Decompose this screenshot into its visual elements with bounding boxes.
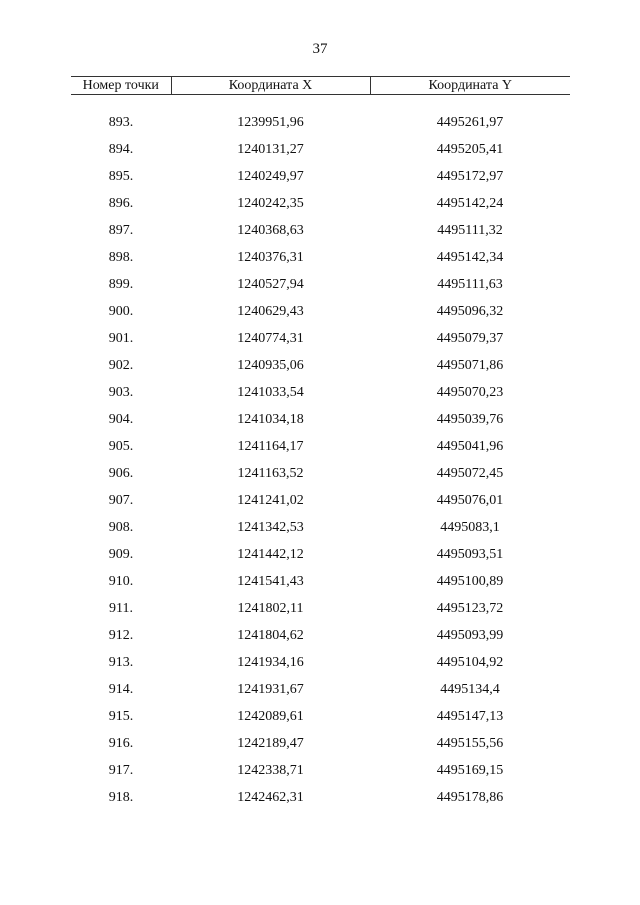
- table-row: [71, 595, 570, 622]
- table-row: [71, 703, 570, 730]
- table-row: [71, 244, 570, 271]
- table-row: [71, 757, 570, 784]
- header-coordinate-x: Координата X: [171, 77, 370, 95]
- cell-point-number: 918.: [108, 790, 134, 805]
- table-row: [71, 676, 570, 703]
- cell-point-number: 914.: [108, 682, 134, 697]
- cell-coordinate-x: 1240629,43: [237, 304, 304, 319]
- cell-coordinate-x: 1241931,67: [237, 682, 304, 697]
- cell-coordinate-y: 4495079,37: [436, 331, 504, 346]
- table-row: [71, 514, 570, 541]
- cell-point-number: 903.: [108, 385, 134, 400]
- table-row: [71, 271, 570, 298]
- table-row: [71, 190, 570, 217]
- cell-coordinate-y: 4495096,32: [436, 304, 504, 319]
- cell-point-number: 911.: [109, 601, 133, 616]
- cell-coordinate-y: 4495134,4: [440, 682, 500, 697]
- page-number: 37: [312, 41, 328, 57]
- header-point-number: Номер точки: [71, 77, 171, 95]
- cell-point-number: 909.: [108, 547, 134, 562]
- cell-point-number: 895.: [108, 169, 134, 184]
- table-row: [71, 325, 570, 352]
- cell-coordinate-x: 1240242,35: [237, 196, 304, 211]
- cell-coordinate-y: 4495039,76: [436, 412, 504, 427]
- table-row: [71, 460, 570, 487]
- cell-point-number: 894.: [108, 142, 134, 157]
- table-row: [71, 298, 570, 325]
- table-row: [71, 730, 570, 757]
- cell-coordinate-x: 1241541,43: [237, 574, 304, 589]
- cell-coordinate-x: 1241164,17: [237, 439, 304, 454]
- cell-coordinate-y: 4495142,24: [436, 196, 504, 211]
- cell-coordinate-x: 1241804,62: [237, 628, 304, 643]
- cell-coordinate-y: 4495104,92: [436, 655, 504, 670]
- table-row: [71, 406, 570, 433]
- table-row: [71, 433, 570, 460]
- cell-coordinate-y: 4495147,13: [436, 709, 504, 724]
- cell-coordinate-x: 1240249,97: [237, 169, 304, 184]
- cell-coordinate-x: 1240368,63: [237, 223, 304, 238]
- cell-point-number: 917.: [108, 763, 134, 778]
- cell-coordinate-y: 4495111,63: [437, 277, 503, 292]
- cell-coordinate-x: 1241241,02: [237, 493, 304, 508]
- table-row: [71, 568, 570, 595]
- cell-point-number: 896.: [108, 196, 134, 211]
- table-row: [71, 352, 570, 379]
- cell-coordinate-x: 1242338,71: [237, 763, 304, 778]
- cell-point-number: 901.: [108, 331, 134, 346]
- cell-coordinate-x: 1241934,16: [237, 655, 304, 670]
- cell-point-number: 912.: [108, 628, 134, 643]
- cell-coordinate-x: 1242089,61: [237, 709, 304, 724]
- cell-coordinate-x: 1241342,53: [237, 520, 304, 535]
- cell-coordinate-y: 4495111,32: [437, 223, 503, 238]
- cell-point-number: 906.: [108, 466, 134, 481]
- cell-coordinate-y: 4495261,97: [436, 115, 504, 130]
- cell-coordinate-y: 4495178,86: [436, 790, 504, 805]
- header-coordinate-y: Координата Y: [370, 77, 570, 95]
- cell-coordinate-y: 4495169,15: [436, 763, 504, 778]
- cell-coordinate-y: 4495093,51: [436, 547, 504, 562]
- table-body: [71, 95, 570, 812]
- cell-point-number: 910.: [108, 574, 134, 589]
- cell-point-number: 916.: [108, 736, 134, 751]
- cell-point-number: 915.: [108, 709, 134, 724]
- cell-coordinate-y: 4495142,34: [436, 250, 504, 265]
- cell-coordinate-x: 1240527,94: [237, 277, 304, 292]
- cell-coordinate-y: 4495205,41: [436, 142, 504, 157]
- cell-coordinate-x: 1241163,52: [237, 466, 304, 481]
- cell-point-number: 905.: [108, 439, 134, 454]
- cell-coordinate-x: 1242462,31: [237, 790, 304, 805]
- cell-coordinate-y: 4495041,96: [436, 439, 504, 454]
- cell-coordinate-y: 4495083,1: [440, 520, 500, 535]
- cell-point-number: 913.: [108, 655, 134, 670]
- cell-point-number: 897.: [108, 223, 134, 238]
- cell-coordinate-y: 4495076,01: [436, 493, 504, 508]
- cell-coordinate-x: 1241034,18: [237, 412, 304, 427]
- cell-coordinate-y: 4495070,23: [436, 385, 504, 400]
- cell-point-number: 907.: [108, 493, 134, 508]
- cell-coordinate-y: 4495172,97: [436, 169, 504, 184]
- coordinates-table: [71, 76, 570, 811]
- cell-point-number: 900.: [108, 304, 134, 319]
- table-row: [71, 379, 570, 406]
- cell-point-number: 908.: [108, 520, 134, 535]
- cell-coordinate-x: 1240376,31: [237, 250, 304, 265]
- table-spacer: [71, 95, 570, 110]
- cell-coordinate-y: 4495093,99: [436, 628, 504, 643]
- cell-coordinate-y: 4495155,56: [436, 736, 504, 751]
- table-row: [71, 163, 570, 190]
- cell-coordinate-x: 1241442,12: [237, 547, 304, 562]
- cell-coordinate-y: 4495123,72: [436, 601, 504, 616]
- cell-point-number: 898.: [108, 250, 134, 265]
- cell-coordinate-y: 4495100,89: [436, 574, 504, 589]
- cell-coordinate-y: 4495072,45: [436, 466, 504, 481]
- table-row: [71, 541, 570, 568]
- cell-coordinate-x: 1240935,06: [237, 358, 304, 373]
- table-row: [71, 784, 570, 811]
- cell-coordinate-y: 4495071,86: [436, 358, 504, 373]
- cell-coordinate-x: 1242189,47: [237, 736, 304, 751]
- cell-point-number: 893.: [108, 115, 134, 130]
- cell-coordinate-x: 1241802,11: [237, 601, 304, 616]
- cell-point-number: 902.: [108, 358, 134, 373]
- table-row: [71, 217, 570, 244]
- cell-coordinate-x: 1241033,54: [237, 385, 304, 400]
- cell-coordinate-x: 1240774,31: [237, 331, 304, 346]
- table-row: [71, 109, 570, 136]
- table-row: [71, 487, 570, 514]
- table-row: [71, 649, 570, 676]
- cell-coordinate-x: 1240131,27: [237, 142, 304, 157]
- table-row: [71, 622, 570, 649]
- cell-point-number: 899.: [108, 277, 134, 292]
- cell-point-number: 904.: [108, 412, 134, 427]
- cell-coordinate-x: 1239951,96: [237, 115, 304, 130]
- table-row: [71, 136, 570, 163]
- table-header-row: [71, 77, 570, 95]
